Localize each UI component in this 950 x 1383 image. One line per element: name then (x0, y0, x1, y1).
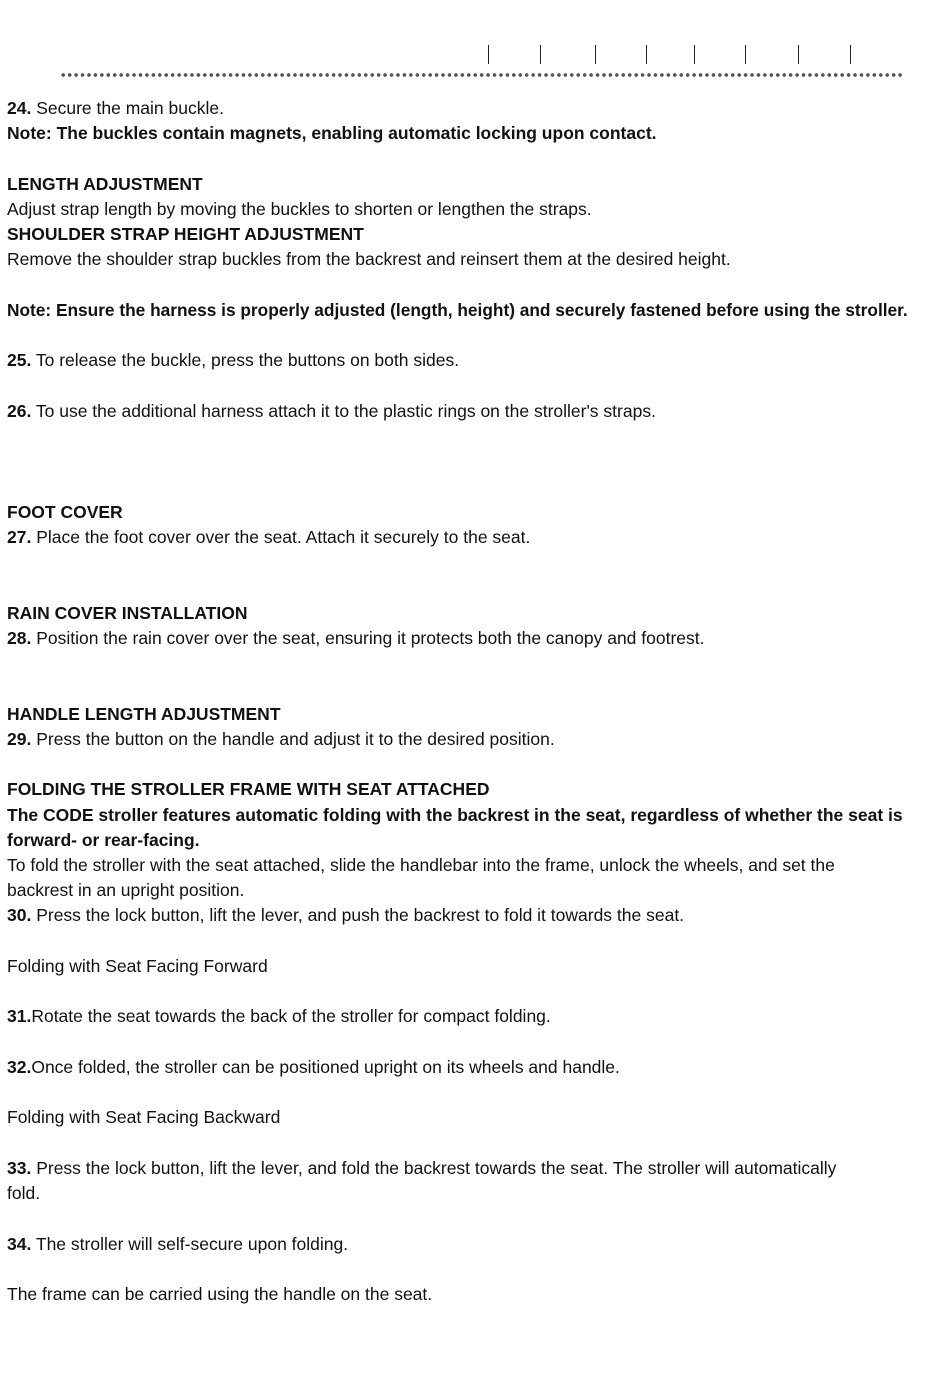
step-number: 34. (7, 1234, 32, 1254)
tick-mark (850, 45, 851, 64)
step-number: 33. (7, 1158, 32, 1178)
tick-mark (595, 45, 596, 64)
step-number: 26. (7, 401, 32, 421)
step-text: The stroller will self-secure upon folding. (31, 1234, 349, 1254)
step-number: 27. (7, 527, 32, 547)
step-33-continued: fold. (7, 1183, 41, 1203)
step-34 (7, 1232, 348, 1257)
tick-mark (694, 45, 695, 64)
step-number: 32. (7, 1057, 32, 1077)
step-24 (7, 96, 224, 121)
step-32 (7, 1055, 620, 1080)
folding-heading: FOLDING THE STROLLER FRAME WITH SEAT ATTACHED (7, 779, 490, 799)
folding-text-line-2: backrest in an upright position. (7, 880, 245, 900)
tick-mark (488, 45, 489, 64)
step-text: Secure the main buckle. (31, 98, 224, 118)
step-26 (7, 399, 656, 424)
foot-cover-heading: FOOT COVER (7, 502, 123, 522)
length-adjustment-text: Adjust strap length by moving the buckles to shorten or lengthen the straps. (7, 199, 592, 219)
step-31 (7, 1004, 551, 1029)
step-number: 29. (7, 729, 32, 749)
step-30 (7, 903, 684, 928)
folding-bold-line-1: The CODE stroller features automatic folding with the backrest in the seat, regardless of whether the seat is (7, 805, 903, 825)
step-number: 28. (7, 628, 32, 648)
step-number: 31. (7, 1006, 32, 1026)
shoulder-strap-heading: SHOULDER STRAP HEIGHT ADJUSTMENT (7, 224, 364, 244)
tick-mark (745, 45, 746, 64)
folding-text-line-1: To fold the stroller with the seat attached, slide the handlebar into the frame, unlock the wheels, and set the (7, 855, 835, 875)
folding-backward-subheading: Folding with Seat Facing Backward (7, 1107, 281, 1127)
folding-bold-line-2: forward- or rear-facing. (7, 830, 200, 850)
tick-mark (540, 45, 541, 64)
step-text: To use the additional harness attach it to the plastic rings on the stroller's straps. (31, 401, 656, 421)
carry-text: The frame can be carried using the handle on the seat. (7, 1284, 433, 1304)
tick-mark (798, 45, 799, 64)
step-text: Place the foot cover over the seat. Attach it securely to the seat. (31, 527, 531, 547)
magnet-note: Note: The buckles contain magnets, enabling automatic locking upon contact. (7, 123, 657, 143)
step-29 (7, 727, 555, 752)
length-adjustment-heading: LENGTH ADJUSTMENT (7, 174, 203, 194)
tick-mark (646, 45, 647, 64)
step-25 (7, 348, 459, 373)
folding-forward-subheading: Folding with Seat Facing Forward (7, 956, 268, 976)
step-text: Press the lock button, lift the lever, and push the backrest to fold it towards the seat. (31, 905, 685, 925)
step-27 (7, 525, 530, 550)
harness-note: Note: Ensure the harness is properly adjusted (length, height) and securely fastened before using the stroller. (7, 300, 908, 320)
step-text: Press the lock button, lift the lever, and fold the backrest towards the seat. The stroller will automatically (31, 1158, 837, 1178)
handle-length-heading: HANDLE LENGTH ADJUSTMENT (7, 704, 281, 724)
step-33 (7, 1156, 836, 1181)
step-number: 30. (7, 905, 32, 925)
step-number: 24. (7, 98, 32, 118)
rain-cover-heading: RAIN COVER INSTALLATION (7, 603, 248, 623)
dotted-divider (60, 72, 902, 78)
step-text: Rotate the seat towards the back of the stroller for compact folding. (31, 1006, 551, 1026)
shoulder-strap-text: Remove the shoulder strap buckles from the backrest and reinsert them at the desired height. (7, 249, 731, 269)
step-text: Press the button on the handle and adjust it to the desired position. (31, 729, 555, 749)
step-number: 25. (7, 350, 32, 370)
step-28 (7, 626, 705, 651)
step-text: Position the rain cover over the seat, ensuring it protects both the canopy and footrest. (31, 628, 705, 648)
step-text: Once folded, the stroller can be positioned upright on its wheels and handle. (31, 1057, 620, 1077)
step-text: To release the buckle, press the buttons on both sides. (31, 350, 460, 370)
